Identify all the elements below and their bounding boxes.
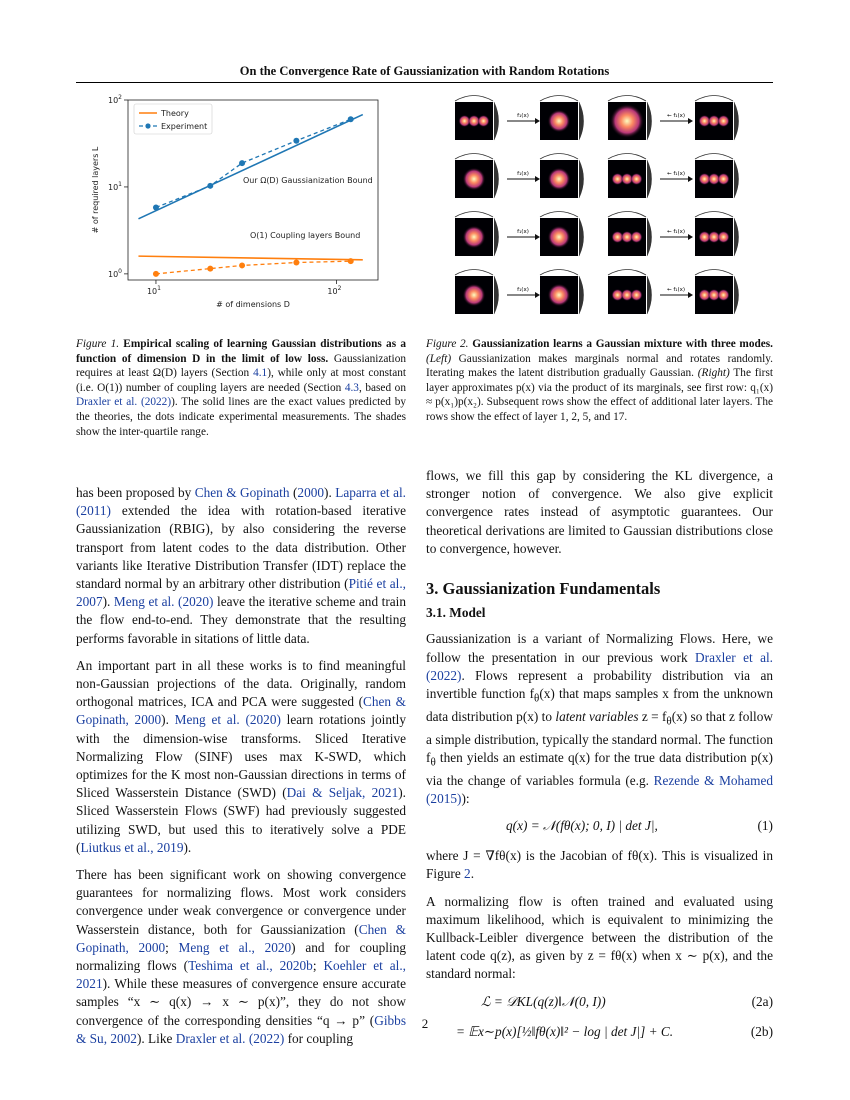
experiment-point bbox=[153, 271, 159, 277]
caption-text: Gaussianization requires at least Ω(D) layers (Section bbox=[76, 352, 406, 380]
marginal-curve bbox=[494, 218, 499, 256]
running-header: On the Convergence Rate of Gaussianization with Random Rotations bbox=[239, 64, 610, 78]
density-blob bbox=[630, 289, 642, 301]
density-blob bbox=[610, 104, 644, 138]
density-blob bbox=[630, 173, 642, 185]
figure-2-panels bbox=[440, 92, 773, 324]
legend-theory-label: Theory bbox=[161, 109, 189, 118]
marginal-curve bbox=[455, 154, 493, 160]
caption-right: (Right) bbox=[697, 367, 730, 380]
right-column bbox=[426, 467, 773, 1053]
density-blob bbox=[548, 284, 571, 307]
marginal-curve bbox=[455, 270, 493, 276]
experiment-point bbox=[348, 258, 354, 264]
y-axis-label: # of required layers L bbox=[91, 146, 100, 234]
arrow-head bbox=[688, 292, 693, 298]
caption-bold: Gaussianization learns a Gaussian mixture with three modes. bbox=[472, 338, 774, 350]
experiment-point bbox=[207, 266, 213, 272]
density-blob bbox=[717, 289, 729, 301]
density-blob bbox=[630, 231, 642, 243]
density-blob bbox=[717, 115, 729, 127]
equation-number: (1) bbox=[757, 818, 773, 834]
citation-link[interactable]: Pitié et al., 2007 bbox=[76, 576, 406, 610]
marginal-curve bbox=[608, 154, 646, 160]
equation-number: (2a) bbox=[751, 993, 773, 1009]
marginal-curve bbox=[734, 218, 739, 256]
marginal-curve bbox=[608, 270, 646, 276]
marginal-curve bbox=[540, 154, 578, 160]
caption-bold: Empirical scaling of learning Gaussian distributions as a function of dimension D in the limit of low loss. bbox=[76, 338, 406, 365]
citation-link[interactable]: Meng et al., 2020 bbox=[178, 939, 292, 955]
arrow-label: ← f₁(x) bbox=[666, 113, 686, 119]
figure-1-caption bbox=[76, 337, 406, 439]
density-blob bbox=[717, 173, 729, 185]
citation-link[interactable]: Draxler et al. (2022) bbox=[426, 649, 773, 683]
left-column bbox=[76, 484, 406, 1057]
caption-text: Gaussianization makes marginals normal and rotates randomly. Iterating makes the latent distribution gradually Gaussian. bbox=[426, 352, 773, 380]
paragraph: A normalizing flow is often trained and evaluated using maximum likelihood, which is equivalent to minimizing the Kullback-Leibler divergence between the distribution of the latent code q(z), as given by z = fθ(x) when x ∼ p(x), and the standard normal: bbox=[426, 893, 773, 982]
marginal-curve bbox=[579, 102, 584, 140]
citation-link[interactable]: Draxler et al. (2022) bbox=[76, 396, 172, 409]
arrow-head bbox=[535, 292, 540, 298]
header-rule bbox=[76, 82, 773, 83]
y-tick-label: $10^1$ bbox=[107, 180, 122, 192]
density-blob bbox=[463, 226, 486, 249]
figure-2 bbox=[440, 92, 773, 324]
annotation-gaussianization: Our Ω(D) Gaussianization Bound bbox=[243, 176, 373, 185]
caption-label: Figure 2. bbox=[426, 338, 469, 350]
experiment-point bbox=[239, 160, 245, 166]
arrow-head bbox=[535, 176, 540, 182]
figure-link[interactable]: 2 bbox=[464, 866, 471, 882]
equation-number: (2b) bbox=[750, 1023, 773, 1039]
annotation-coupling: O(1) Coupling layers Bound bbox=[250, 231, 361, 240]
x-tick-label: $10^2$ bbox=[327, 285, 342, 296]
citation-link[interactable]: Chen & Gopinath bbox=[194, 485, 290, 500]
marginal-curve bbox=[608, 212, 646, 218]
citation-link[interactable]: Meng et al. (2020) bbox=[113, 594, 214, 610]
caption-label: Figure 1. bbox=[76, 338, 120, 350]
arrow-label: ← f₁(x) bbox=[666, 171, 686, 177]
y-tick-label: $10^0$ bbox=[107, 267, 122, 279]
citation-link[interactable]: Dai & Seljak, 2021 bbox=[286, 785, 399, 801]
density-blob bbox=[477, 115, 489, 127]
caption-text: The first layer approximates p(x) via the product of its marginals, see first row: q₁(x) ≈ p(x₁)p(x₂). Subsequent rows show the effect of additional later layers. The rows show the effect of layer 1, 2, 5, and 17. bbox=[426, 367, 773, 423]
marginal-curve bbox=[695, 96, 733, 102]
equation-body: q(x) = 𝒩(fθ(x); 0, I) | det J|, bbox=[506, 818, 658, 834]
marginal-curve bbox=[734, 160, 739, 198]
marginal-curve bbox=[455, 212, 493, 218]
equation-2a bbox=[426, 993, 773, 1015]
marginal-curve bbox=[494, 160, 499, 198]
experiment-point bbox=[348, 116, 354, 122]
marginal-curve bbox=[540, 270, 578, 276]
citation-link[interactable]: Teshima et al., 2020b bbox=[188, 958, 313, 974]
x-tick-label: $10^1$ bbox=[146, 285, 161, 296]
legend-experiment-marker bbox=[145, 123, 150, 128]
arrow-head bbox=[535, 118, 540, 124]
equation-body: = 𝔼x∼p(x)[½‖fθ(x)‖² − log | det J|] + C. bbox=[456, 1023, 674, 1039]
section-heading: 3. Gaussianization Fundamentals bbox=[426, 579, 661, 599]
arrow-head bbox=[535, 234, 540, 240]
marginal-curve bbox=[579, 276, 584, 314]
density-blob bbox=[548, 110, 571, 133]
density-blob bbox=[548, 168, 571, 191]
figure-2-caption bbox=[426, 337, 773, 425]
paragraph: Gaussianization is a variant of Normalizing Flows. Here, we follow the presentation in our previous work Draxler et al. (2022). Flows represent a probability distribution via an invertible function $f_\theta(x)$ that maps samples x from the unknown data distribution p(x) to latent variables $z = f_\theta(x)$ so that z follow a simple distribution, typically the standard normal. The function $f_\theta$ then yields an estimate q(x) for the true data distribution p(x) via the change of variables formula (e.g. Rezende & Mohamed (2015)): bbox=[426, 631, 774, 807]
citation-link[interactable]: Gibbs & Su, 2002 bbox=[76, 1012, 406, 1046]
marginal-curve bbox=[608, 96, 646, 102]
equation-body: ℒ = 𝒟KL(q(z)‖𝒩(0, I)) bbox=[481, 993, 606, 1009]
paragraph: flows, we fill this gap by considering the KL divergence, a stronger notion of convergence. We also give explicit convergence rates instead of asymptotic guarantees. Our theoretical derivations are limited to Gaussian distributions close to convergence, however. bbox=[426, 468, 773, 556]
experiment-point bbox=[153, 204, 159, 210]
marginal-curve bbox=[455, 96, 493, 102]
figure-1 bbox=[76, 88, 406, 323]
marginal-curve bbox=[540, 96, 578, 102]
marginal-curve bbox=[695, 270, 733, 276]
section-link[interactable]: 4.3 bbox=[344, 381, 359, 394]
figure-1-chart bbox=[76, 88, 406, 323]
citation-link[interactable]: Chen & Gopinath, 2000 bbox=[76, 921, 406, 955]
arrow-head bbox=[688, 176, 693, 182]
arrow-head bbox=[688, 234, 693, 240]
page-number: 2 bbox=[421, 1016, 429, 1031]
experiment-point bbox=[207, 183, 213, 189]
theory-line bbox=[138, 256, 362, 260]
marginal-curve bbox=[734, 102, 739, 140]
arrow-head bbox=[688, 118, 693, 124]
citation-link[interactable]: 2000 bbox=[297, 485, 325, 500]
marginal-curve bbox=[734, 276, 739, 314]
paragraph: An important part in all these works is to find meaningful non-Gaussian projections of the data. Originally, random orthogonal matrices, ICA and PCA were suggested (Chen & Gopinath, 2000). Meng et al. (2020) learn rotations jointly with the dimension-wise transforms. Sliced Iterative Normalizing Flow (SINF) uses max K-SWD, which optimizes for the K most non-Gaussian directions in terms of Sliced Wasserstein Distance (SWD) (Dai & Seljak, 2021). Sliced Wasserstein Flows (SWF) had previously suggested utilizing SWD, but used this to iteratively solve a PDE (Liutkus et al., 2019). bbox=[76, 657, 407, 855]
marginal-curve bbox=[647, 276, 652, 314]
marginal-curve bbox=[579, 218, 584, 256]
subsection-heading: 3.1. Model bbox=[426, 605, 486, 621]
arrow-label: f₁(x) bbox=[517, 171, 529, 177]
citation-link[interactable]: Meng et al. (2020) bbox=[174, 712, 281, 728]
marginal-curve bbox=[579, 160, 584, 198]
caption-text: , based on bbox=[358, 381, 406, 394]
arrow-label: f₁(x) bbox=[517, 229, 529, 235]
citation-link[interactable]: Chen & Gopinath, 2000 bbox=[76, 694, 406, 728]
marginal-curve bbox=[647, 102, 652, 140]
experiment-point bbox=[239, 262, 245, 268]
caption-text: ). The solid lines are the exact values predicted by the theories, the dots indicate experimental measurements. The shades show the inter-quartile range. bbox=[76, 396, 406, 438]
marginal-curve bbox=[695, 212, 733, 218]
experiment-point bbox=[293, 138, 299, 144]
marginal-curve bbox=[540, 212, 578, 218]
marginal-curve bbox=[647, 160, 652, 198]
citation-link[interactable]: Rezende & Mohamed (2015) bbox=[426, 772, 773, 807]
citation-link[interactable]: Koehler et al., 2021 bbox=[76, 958, 406, 992]
density-blob bbox=[463, 284, 486, 307]
paragraph: has been proposed by Chen & Gopinath (2000). Laparra et al. (2011) extended the idea with rotation-based iterative Gaussianization (RBIG), by also considering the reverse transport from latent codes to the data distribution. Other variants like Iterative Distribution Transfer (IDT) replace the standard normal by an arbitrary other distribution (Pitié et al., 2007). Meng et al. (2020) leave the iterative scheme and train the flow end-to-end. They demonstrate that the resulting performs favorable in sitations of little data. bbox=[76, 485, 407, 646]
citation-link[interactable]: Draxler et al. (2022) bbox=[175, 1030, 285, 1046]
caption-left: (Left) bbox=[426, 352, 452, 365]
y-tick-label: $10^2$ bbox=[107, 94, 122, 105]
density-blob bbox=[548, 226, 571, 249]
marginal-curve bbox=[494, 102, 499, 140]
paragraph: There has been significant work on showing convergence guarantees for normalizing flows. Most work considers convergence under weak convergence or convergence under Wasserstein distance, both for Gaussianization (Chen & Gopinath, 2000; Meng et al., 2020) and for coupling normalizing flows (Teshima et al., 2020b; Koehler et al., 2021). While these measures of convergence ensure accurate samples “x ∼ q(x) → x ∼ p(x)”, they do not show convergence of the corresponding densities “q → p” (Gibbs & Su, 2002). Like Draxler et al. (2022) for coupling bbox=[76, 867, 406, 1046]
arrow-label: ← f₁(x) bbox=[666, 287, 686, 293]
marginal-curve bbox=[647, 218, 652, 256]
paragraph: where J = ∇fθ(x) is the Jacobian of fθ(x). This is visualized in Figure 2. bbox=[426, 848, 773, 882]
arrow-label: ← f₁(x) bbox=[666, 229, 686, 235]
arrow-label: f₁(x) bbox=[517, 287, 529, 293]
experiment-point bbox=[293, 260, 299, 266]
density-blob bbox=[463, 168, 486, 191]
citation-link[interactable]: Liutkus et al., 2019 bbox=[80, 839, 184, 855]
citation-link[interactable]: Laparra et al. (2011) bbox=[76, 485, 407, 519]
x-axis-label: # of dimensions D bbox=[216, 300, 290, 309]
arrow-label: f₁(x) bbox=[517, 113, 529, 119]
equation-1 bbox=[426, 817, 773, 839]
caption-text: ), while only at most constant (i.e. O(1)) number of coupling layers are needed (Section bbox=[76, 367, 406, 394]
marginal-curve bbox=[494, 276, 499, 314]
legend-experiment-label: Experiment bbox=[161, 122, 208, 131]
section-link[interactable]: 4.1 bbox=[253, 367, 268, 380]
density-blob bbox=[717, 231, 729, 243]
experiment-line bbox=[156, 261, 351, 274]
marginal-curve bbox=[695, 154, 733, 160]
